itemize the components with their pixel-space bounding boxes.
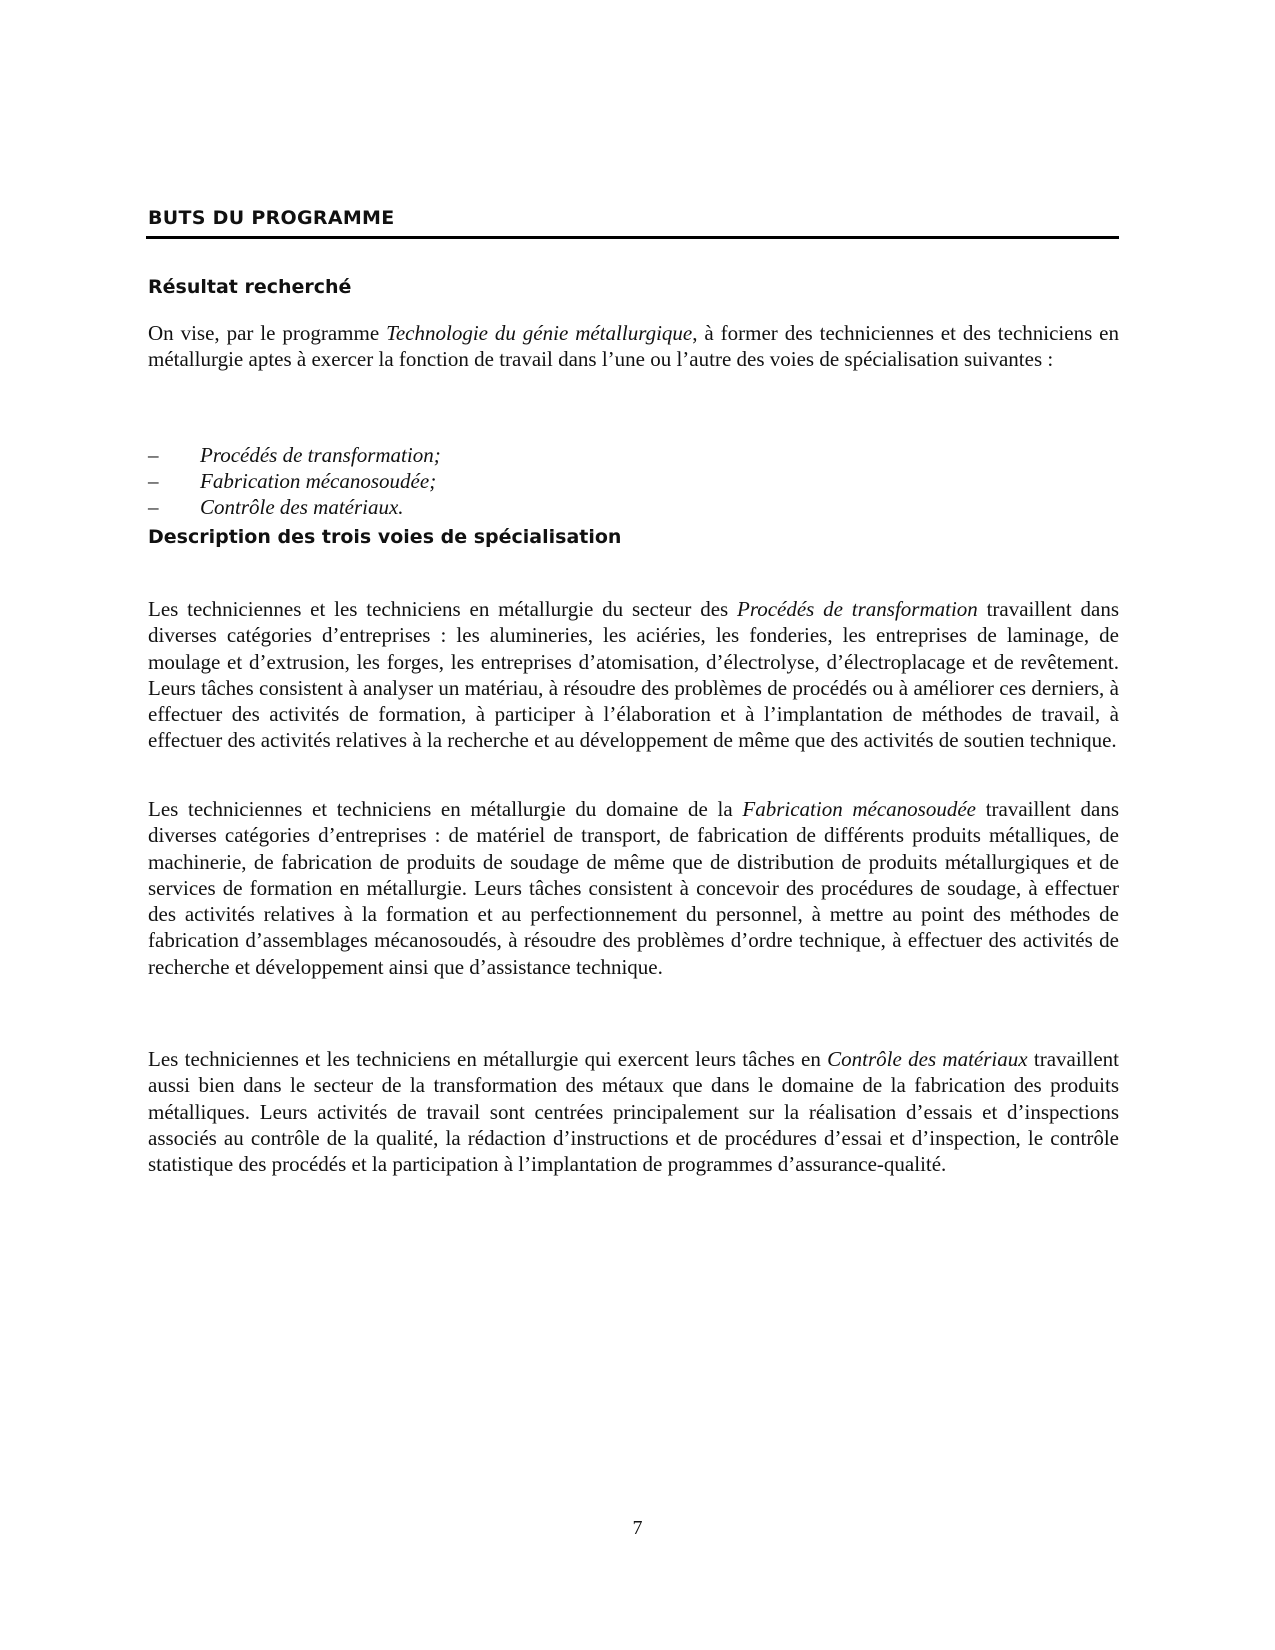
page-number: 7 — [632, 1517, 643, 1539]
description-heading: Description des trois voies de spécialisation — [148, 526, 622, 548]
list-item — [148, 442, 1048, 468]
paragraph-text: Les techniciennes et techniciens en métallurgie du domaine de la — [148, 797, 743, 821]
intro-text-after: , à former des techniciennes et des techniciens en métallurgie aptes à exercer la fonction de travail dans l’une ou l’autre des voies de spécialisation suivantes : — [148, 321, 1119, 372]
dash-bullet: – — [148, 469, 159, 493]
specialization-name: Contrôle des matériaux — [827, 1047, 1028, 1071]
list-item — [148, 468, 1048, 494]
specialization-list — [148, 442, 1048, 520]
specialization-label: Fabrication mécanosoudée; — [200, 469, 437, 493]
paragraph-text: travaillent dans diverses catégories d’entreprises : de matériel de transport, de fabrication de différents produits métalliques, de machinerie, de fabrication de produits de soudage de même que de distribution de produits métallurgiques et de services de formation en métallurgie. Leurs tâches consistent à concevoir des procédures de soudage, à effectuer des activités relatives à la formation et au perfectionnement du personnel, à mettre au point des méthodes de fabrication d’assemblages mécanosoudés, à résoudre des problèmes d’ordre technique, à effectuer des activités de recherche et développement ainsi que d’assistance technique. — [148, 797, 1119, 979]
specialization-label: Contrôle des matériaux. — [200, 495, 404, 519]
paragraph-text: travaillent dans diverses catégories d’entreprises : les alumineries, les aciéries, les fonderies, les entreprises de laminage, de moulage et d’extrusion, les forges, les entreprises d’atomisation, d’électrolyse, d’électroplacage et de revêtement. Leurs tâches consistent à analyser un matériau, à résoudre des problèmes de procédés ou à améliorer ces derniers, à effectuer des activités de formation, à participer à l’élaboration et à l’implantation de méthodes de travail, à effectuer des activités relatives à la recherche et au développement de même que des activités de soutien technique. — [148, 597, 1120, 753]
description-paragraph — [148, 596, 1119, 754]
goal-intro-paragraph — [148, 320, 1119, 373]
goal-heading: Résultat recherché — [148, 276, 352, 298]
paragraph-text: Les techniciennes et les techniciens en métallurgie du secteur des — [148, 597, 737, 621]
intro-text-before: On vise, par le programme — [148, 321, 387, 345]
section-title: BUTS DU PROGRAMME — [148, 207, 395, 229]
description-paragraph — [148, 1046, 1119, 1177]
title-underline — [146, 236, 1119, 239]
dash-bullet: – — [148, 495, 159, 519]
specialization-name: Procédés de transformation — [737, 597, 978, 621]
specialization-label: Procédés de transformation; — [200, 443, 441, 467]
specialization-name: Fabrication mécanosoudée — [742, 797, 977, 821]
list-item — [148, 494, 1048, 520]
dash-bullet: – — [148, 443, 159, 467]
description-paragraph — [148, 796, 1119, 980]
program-name: Technologie du génie métallurgique — [386, 321, 693, 345]
paragraph-text: Les techniciennes et les techniciens en métallurgie qui exercent leurs tâches en — [148, 1047, 828, 1071]
paragraph-text: travaillent aussi bien dans le secteur de la transformation des métaux que dans le domaine de la fabrication des produits métalliques. Leurs activités de travail sont centrées principalement sur la réalisation d’essais et d’inspections associés au contrôle de la qualité, la rédaction d’instructions et de procédures d’essai et d’inspection, le contrôle statistique des procédés et la participation à l’implantation de programmes d’assurance-qualité. — [148, 1047, 1119, 1177]
